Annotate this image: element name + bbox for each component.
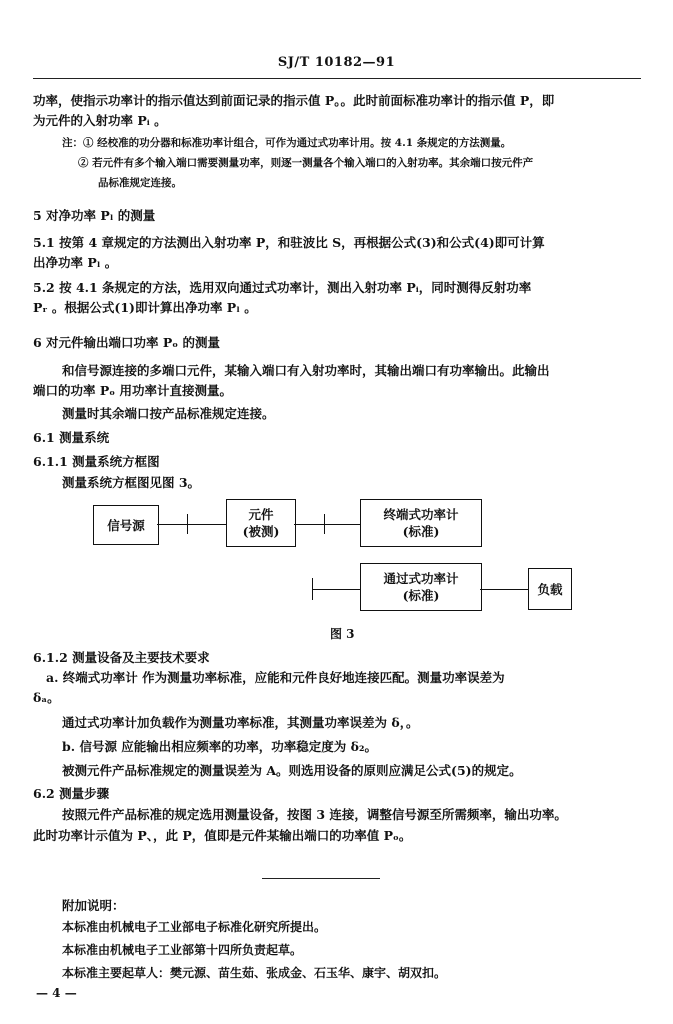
clause-5-2-line-2: Pᵣ 。根据公式(1)即计算出净功率 Pₗ 。 — [33, 300, 257, 315]
clause-6-1-2-a-line-1: a. 终端式功率计 作为测量功率标准，应能和元件良好地连接匹配。测量功率误差为 — [46, 670, 505, 685]
note-2-line-2: 品标准规定连接。 — [98, 177, 182, 189]
connector-source-to-element — [157, 524, 226, 525]
appendix-line-3: 本标准主要起草人：樊元源、苗生茹、张成金、石玉华、康宇、胡双扣。 — [62, 966, 447, 980]
end-divider — [262, 878, 380, 879]
section-6-para-1-line-2: 端口的功率 Pₒ 用功率计直接测量。 — [33, 383, 232, 398]
through-meter-label-line-1: 通过式功率计 — [383, 571, 459, 586]
section-6-para-2: 测量时其余端口按产品标准规定连接。 — [62, 406, 275, 421]
appendix-line-2: 本标准由机械电子工业部第十四所负责起草。 — [62, 943, 303, 957]
connector-through-to-load — [480, 589, 528, 590]
through-meter-label-line-2: (标准) — [402, 588, 440, 603]
intro-line-1: 功率，使指示功率计的指示值达到前面记录的指示值 P。。此时前面标准功率计的指示值 P，即 — [33, 93, 555, 108]
connector-to-through-meter — [312, 589, 360, 590]
clause-6-2-line-1: 按照元件产品标准的规定选用测量设备，按图 3 连接，调整信号源至所需频率，输出功率。 — [62, 807, 567, 822]
clause-6-1-1-title: 6.1.1 测量系统方框图 — [33, 454, 160, 469]
element-label-line-1: 元件 — [248, 507, 274, 522]
clause-6-1-2-b: b. 信号源 应能输出相应频率的功率，功率稳定度为 δ₂。 — [62, 739, 377, 754]
terminal-power-meter-box — [360, 499, 482, 547]
element-under-test-box — [226, 499, 296, 547]
terminal-meter-label-line-1: 终端式功率计 — [383, 507, 459, 522]
figure-caption: 图 3 — [330, 627, 355, 641]
port-mark-2 — [324, 514, 325, 534]
clause-6-2-title: 6.2 测量步骤 — [33, 786, 110, 801]
terminal-meter-label-line-2: (标准) — [402, 524, 440, 539]
clause-5-2-line-1: 5.2 按 4.1 条规定的方法，选用双向通过式功率计，测出入射功率 Pᵢ，同时测得反射功率 — [33, 280, 532, 295]
appendix-line-1: 本标准由机械电子工业部电子标准化研究所提出。 — [62, 920, 327, 934]
note-2-line-1: ② 若元件有多个输入端口需要测量功率，则逐一测量各个输入端口的入射功率。其余端口按元件产 — [78, 157, 534, 169]
through-power-meter-box — [360, 563, 482, 611]
intro-line-2: 为元件的入射功率 Pᵢ 。 — [33, 113, 167, 128]
element-label-line-2: (被测) — [242, 524, 280, 539]
section-6-title: 6 对元件输出端口功率 Pₒ 的测量 — [33, 335, 220, 350]
clause-5-1-line-2: 出净功率 Pₗ 。 — [33, 255, 118, 270]
connector-element-to-terminal — [294, 524, 360, 525]
clause-6-1-2-c: 被测元件产品标准规定的测量误差为 A。则选用设备的原则应满足公式(5)的规定。 — [62, 763, 522, 778]
load-box — [528, 568, 572, 610]
clause-6-2-line-2: 此时功率计示值为 P、，此 P，值即是元件某输出端口的功率值 Pₒ。 — [33, 828, 412, 843]
section-5-title: 5 对净功率 Pₗ 的测量 — [33, 208, 156, 223]
clause-6-1-2-a-line-3: 通过式功率计加负载作为测量功率标准，其测量功率误差为 δ，。 — [62, 715, 419, 730]
appendix-title: 附加说明： — [62, 898, 125, 913]
signal-source-box — [93, 505, 159, 545]
signal-source-label: 信号源 — [107, 517, 145, 533]
clause-6-1-title: 6.1 测量系统 — [33, 430, 110, 445]
clause-6-1-1-text: 测量系统方框图见图 3。 — [62, 475, 201, 490]
clause-6-1-2-title: 6.1.2 测量设备及主要技术要求 — [33, 650, 210, 665]
port-mark-1 — [187, 514, 188, 534]
section-6-para-1-line-1: 和信号源连接的多端口元件，某输入端口有入射功率时，其输出端口有功率输出。此输出 — [62, 363, 550, 378]
document-code: SJ/T 10182—91 — [277, 55, 396, 70]
load-label: 负载 — [537, 581, 563, 597]
page-number: — 4 — — [36, 986, 77, 1000]
note-1: 注：① 经校准的功分器和标准功率计组合，可作为通过式功率计用。按 4.1 条规定的方法测量。 — [62, 137, 512, 149]
header-rule — [33, 78, 641, 79]
clause-5-1-line-1: 5.1 按第 4 章规定的方法测出入射功率 P，和驻波比 S，再根据公式(3)和公式(4)即可计算 — [33, 235, 545, 250]
clause-6-1-2-a-line-2: δₐ。 — [33, 690, 60, 705]
